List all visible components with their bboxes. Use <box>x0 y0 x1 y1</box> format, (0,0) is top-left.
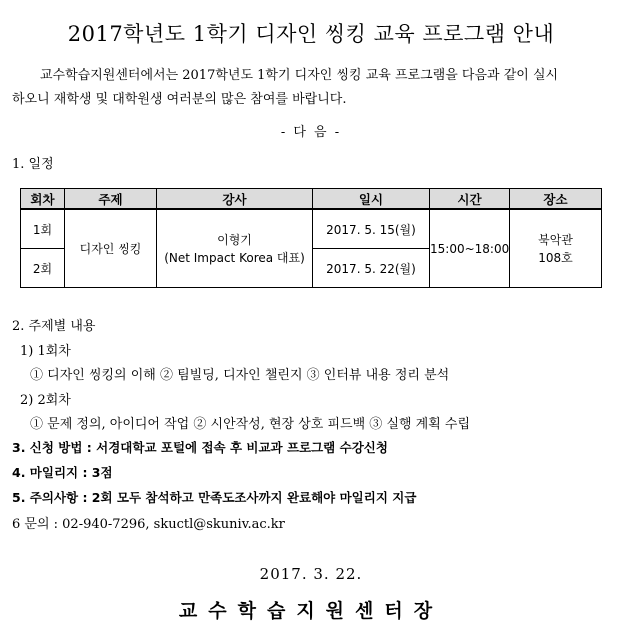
header-instructor: 강사 <box>157 189 313 210</box>
place-building: 북악관 <box>538 232 573 247</box>
intro-line-1 <box>12 64 612 88</box>
header-date: 일시 <box>313 189 430 210</box>
section-marker: - 다 음 - <box>280 125 342 140</box>
notice: 5. 주의사항 : 2회 모두 참석하고 만족도조사까지 완료해야 마일리지 지급 <box>12 490 417 505</box>
round-cell: 1회 <box>21 209 65 249</box>
instructor-cell <box>157 209 313 288</box>
document-title: 2017학년도 1학기 디자인 씽킹 교육 프로그램 안내 <box>67 22 555 46</box>
schedule-heading: 1. 일정 <box>12 157 54 172</box>
time-cell: 15:00~18:00 <box>430 209 510 288</box>
intro-paragraph <box>12 64 612 112</box>
mileage: 4. 마일리지 : 3점 <box>12 465 113 480</box>
table-header-row <box>21 189 602 210</box>
intro-line-2: 하오니 재학생 및 대학원생 여러분의 많은 참여를 바랍니다. <box>12 92 347 107</box>
document-date: 2017. 3. 22. <box>259 565 363 583</box>
intro-text-1: 교수학습지원센터에서는 2017학년도 1학기 디자인 씽킹 교육 프로그램을 다음과 같이 실시 <box>40 68 559 83</box>
session2-detail: ① 문제 정의, 아이디어 작업 ② 시안작성, 현장 상호 피드백 ③ 실행 계획 수립 <box>30 417 471 432</box>
session1-detail: ① 디자인 씽킹의 이해 ② 팀빌딩, 디자인 챌린지 ③ 인터뷰 내용 정리 분석 <box>30 368 450 383</box>
content-heading: 2. 주제별 내용 <box>12 319 96 334</box>
instructor-name: 이형기 <box>217 232 252 247</box>
round-cell: 2회 <box>21 249 65 288</box>
signature: 교수학습지원센터장 <box>178 600 444 622</box>
schedule-table <box>20 188 602 288</box>
header-place: 장소 <box>510 189 602 210</box>
contact: 6 문의 : 02-940-7296, skuctl@skuniv.ac.kr <box>12 517 285 532</box>
date-cell: 2017. 5. 22(월) <box>313 249 430 288</box>
header-round: 회차 <box>21 189 65 210</box>
instructor-org: (Net Impact Korea 대표) <box>164 250 305 265</box>
place-cell <box>510 209 602 288</box>
apply-method: 3. 신청 방법 : 서경대학교 포털에 접속 후 비교과 프로그램 수강신청 <box>12 440 388 455</box>
place-room: 108호 <box>538 250 573 265</box>
session2-label: 2) 2회차 <box>20 393 71 408</box>
date-cell: 2017. 5. 15(월) <box>313 209 430 249</box>
table-row <box>21 209 602 249</box>
topic-cell: 디자인 씽킹 <box>65 209 157 288</box>
header-time: 시간 <box>430 189 510 210</box>
header-topic: 주제 <box>65 189 157 210</box>
session1-label: 1) 1회차 <box>20 344 71 359</box>
